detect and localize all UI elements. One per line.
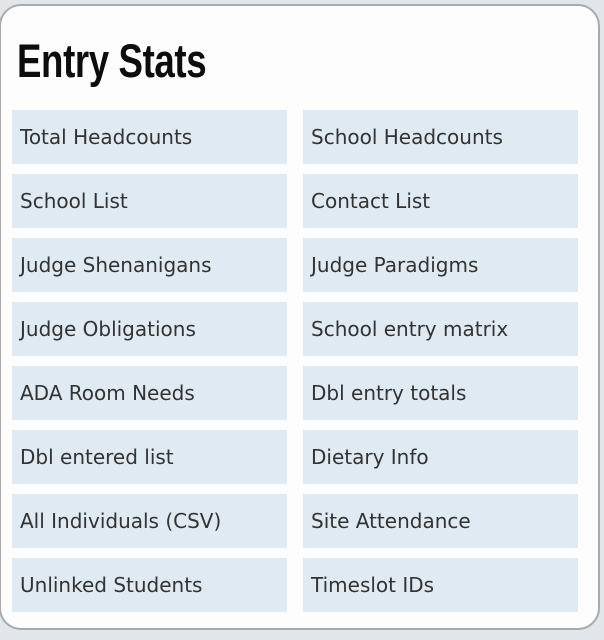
stat-link-contact-list[interactable]: Contact List — [303, 174, 578, 228]
stat-link-school-headcounts[interactable]: School Headcounts — [303, 110, 578, 164]
stat-link-ada-room-needs[interactable]: ADA Room Needs — [12, 366, 287, 420]
stat-link-all-individuals-csv[interactable]: All Individuals (CSV) — [12, 494, 287, 548]
stat-link-school-entry-matrix[interactable]: School entry matrix — [303, 302, 578, 356]
stat-link-dietary-info[interactable]: Dietary Info — [303, 430, 578, 484]
stat-link-total-headcounts[interactable]: Total Headcounts — [12, 110, 287, 164]
stat-link-school-list[interactable]: School List — [12, 174, 287, 228]
stat-link-dbl-entered-list[interactable]: Dbl entered list — [12, 430, 287, 484]
panel-title — [17, 34, 578, 88]
stat-link-dbl-entry-totals[interactable]: Dbl entry totals — [303, 366, 578, 420]
entry-stats-grid — [12, 110, 578, 612]
stat-link-timeslot-ids[interactable]: Timeslot IDs — [303, 558, 578, 612]
stat-link-site-attendance[interactable]: Site Attendance — [303, 494, 578, 548]
entry-stats-panel — [0, 4, 600, 630]
stat-link-judge-paradigms[interactable]: Judge Paradigms — [303, 238, 578, 292]
stat-link-judge-obligations[interactable]: Judge Obligations — [12, 302, 287, 356]
panel-title-text: Entry Stats — [17, 34, 207, 87]
stat-link-judge-shenanigans[interactable]: Judge Shenanigans — [12, 238, 287, 292]
stat-link-unlinked-students[interactable]: Unlinked Students — [12, 558, 287, 612]
